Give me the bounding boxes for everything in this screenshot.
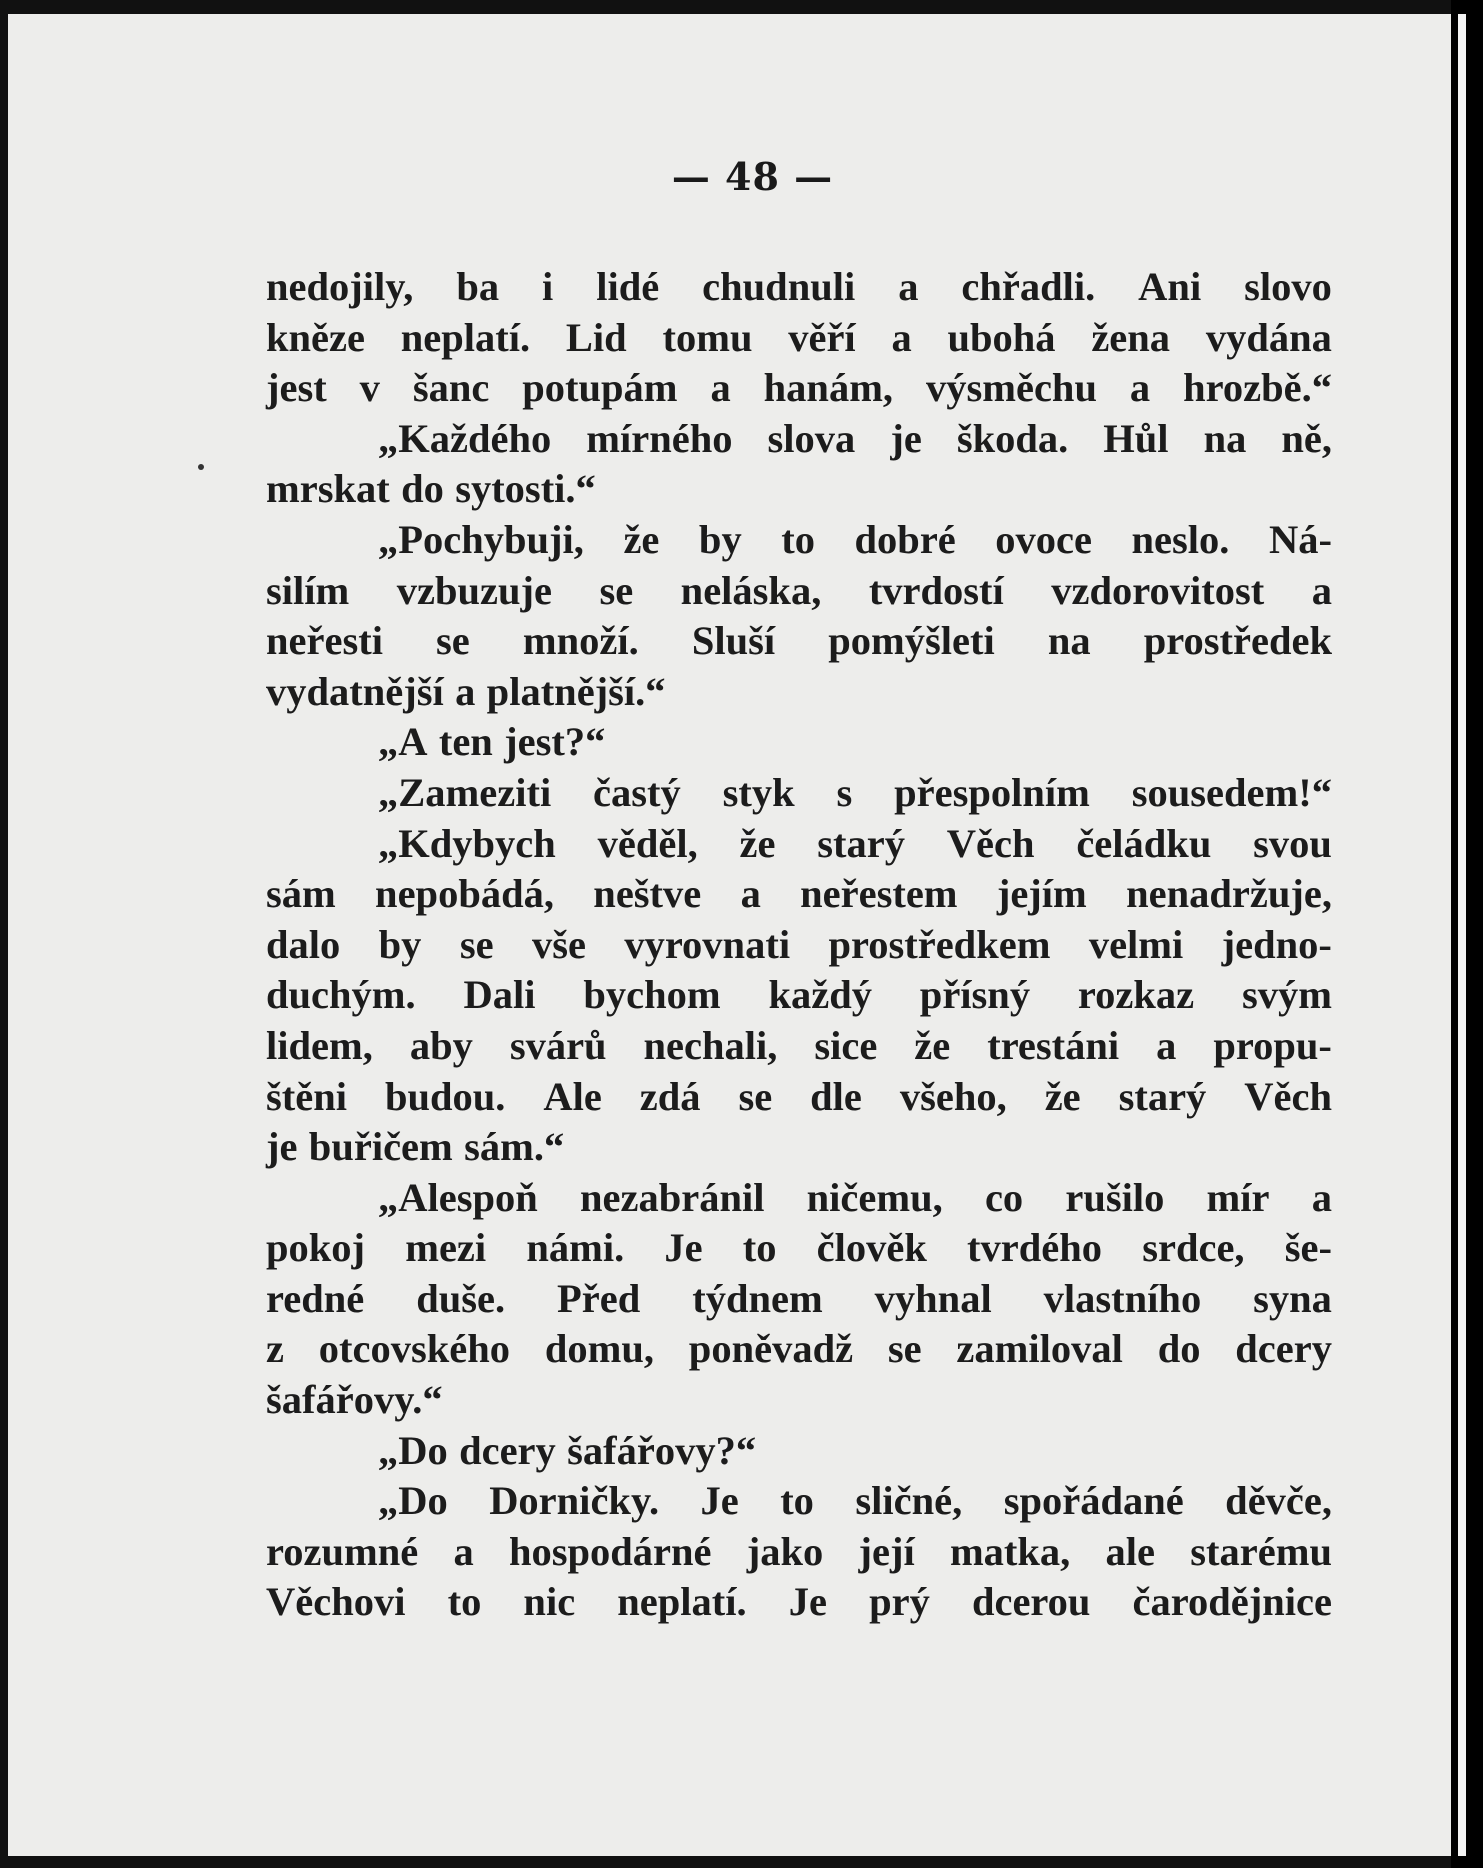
word: a (898, 264, 919, 309)
word: buřičem (308, 1124, 453, 1170)
text-line (266, 1223, 1332, 1274)
word: ně, (1281, 415, 1332, 461)
text-line (266, 616, 1332, 667)
text-line (266, 1476, 1332, 1527)
text-line (266, 363, 1332, 414)
word: Ná- (1268, 516, 1332, 562)
word: Dorničky. (489, 1478, 660, 1524)
word: i (542, 264, 554, 309)
word: Lid (565, 314, 627, 360)
word: prostředkem (828, 921, 1051, 967)
word: rozumné (266, 1528, 419, 1574)
word: že (1044, 1073, 1081, 1119)
word: sousedem!“ (1131, 769, 1332, 815)
word: častý (593, 769, 681, 815)
word: redné (266, 1275, 365, 1321)
word: jedno- (1221, 921, 1332, 967)
word: syna (1253, 1275, 1332, 1321)
text-line (266, 262, 1332, 313)
word: člověk (816, 1225, 927, 1271)
text-line (266, 414, 1332, 465)
word: škoda. (956, 415, 1069, 461)
word: „A (378, 719, 428, 765)
word: pokoj (266, 1225, 366, 1271)
word: bychom (583, 972, 721, 1018)
word: tomu (662, 314, 753, 360)
word: nezabránil (579, 1174, 765, 1220)
word: matka, (949, 1528, 1071, 1574)
word: ubohá (947, 314, 1056, 360)
word: neřestem (800, 871, 958, 917)
word: šafářovy.“ (266, 1377, 443, 1423)
word: věděl, (597, 820, 698, 866)
word: šanc (412, 365, 490, 411)
text-line (266, 464, 1332, 515)
text-line (266, 1173, 1332, 1224)
word: aby (409, 1022, 473, 1068)
word: čarodějnice (1132, 1579, 1332, 1625)
word: jejím (996, 871, 1087, 917)
text-line (266, 970, 1332, 1021)
text-line (266, 869, 1332, 920)
word: Je (700, 1478, 739, 1524)
word: to (780, 1478, 814, 1524)
text-line (266, 717, 1332, 768)
word: dcery (459, 1427, 556, 1473)
word: silím (266, 567, 350, 613)
text-line (266, 1274, 1332, 1325)
word: potupám (522, 365, 678, 411)
word: je (266, 1124, 298, 1170)
word: jest (266, 365, 327, 411)
word: to (781, 516, 815, 562)
word: vydatnější (266, 668, 444, 714)
word: styk (722, 769, 795, 815)
page-number: — 48 — (671, 154, 834, 199)
word: do (401, 466, 444, 512)
word: trestáni (987, 1022, 1120, 1068)
text-line (266, 1021, 1332, 1072)
word: neštve (593, 871, 702, 917)
word: mír (1206, 1174, 1270, 1220)
word: prý (869, 1579, 930, 1625)
word: se (738, 1073, 773, 1119)
word: a (1311, 1174, 1332, 1220)
word: ovoce (995, 516, 1092, 562)
word: propu- (1213, 1022, 1332, 1068)
word: a (1156, 1022, 1177, 1068)
word: srdce, (1142, 1225, 1245, 1271)
word: mrskat (266, 466, 390, 512)
word: kněze (266, 314, 365, 360)
word: še- (1284, 1225, 1332, 1271)
word: duše. (416, 1275, 506, 1321)
word: spořádané (1003, 1478, 1184, 1524)
text-line (266, 515, 1332, 566)
word: vzbuzuje (396, 567, 552, 613)
word: otcovského (318, 1326, 511, 1372)
word: sám (266, 871, 336, 917)
word: dalo (266, 921, 341, 967)
word: „Kdybych (378, 820, 556, 866)
word: slovo (1244, 264, 1332, 309)
word: slova (767, 415, 856, 461)
word: tvrdého (967, 1225, 1103, 1271)
word: sám.“ (464, 1124, 565, 1170)
word: se (599, 567, 634, 613)
text-line (266, 768, 1332, 819)
word: nic (523, 1579, 576, 1625)
word: do (1157, 1326, 1201, 1372)
text-line (266, 667, 1332, 718)
word: „Alespoň (378, 1174, 538, 1220)
word: že (739, 820, 776, 866)
word: Sluší (691, 618, 776, 664)
text-line (266, 1072, 1332, 1123)
word: budou. (384, 1073, 506, 1119)
word: vlastního (1043, 1275, 1202, 1321)
word: hospodárné (508, 1528, 712, 1574)
word: množí. (522, 618, 639, 664)
word: vzdorovitost (1051, 567, 1265, 613)
word: Je (664, 1225, 703, 1271)
word: ničemu, (806, 1174, 943, 1220)
word: a (453, 1528, 474, 1574)
word: přísný (919, 972, 1031, 1018)
print-speck (198, 464, 204, 470)
word: štěni (266, 1073, 347, 1119)
word: neláska, (680, 567, 822, 613)
word: velmi (1088, 921, 1184, 967)
word: pomýšleti (828, 618, 995, 664)
word: svárů (509, 1022, 607, 1068)
word: by (378, 921, 422, 967)
word: platnější.“ (486, 668, 666, 714)
word: její (858, 1528, 915, 1574)
word: přespolním (894, 769, 1090, 815)
word: co (984, 1174, 1024, 1220)
word: nedojily, (266, 264, 414, 309)
word: a (1129, 365, 1151, 411)
word: jest?“ (504, 719, 606, 765)
word: je (890, 415, 922, 461)
text-line (266, 1324, 1332, 1375)
word: mírného (586, 415, 733, 461)
word: že (623, 516, 660, 562)
word: na (1203, 415, 1247, 461)
word: sličné, (855, 1478, 963, 1524)
word: ten (438, 719, 493, 765)
word: dle (810, 1073, 862, 1119)
text-line (266, 920, 1332, 971)
word: tvrdostí (868, 567, 1004, 613)
word: Věch (946, 820, 1035, 866)
word: týdnem (692, 1275, 823, 1321)
word: Hůl (1103, 415, 1169, 461)
text-line (266, 1577, 1332, 1628)
word: se (887, 1326, 922, 1372)
word: se (459, 921, 494, 967)
word: jako (746, 1528, 824, 1574)
word: Je (788, 1579, 827, 1625)
word: námi. (526, 1225, 625, 1271)
word: hanám, (763, 365, 894, 411)
word: to (742, 1225, 777, 1271)
word: a (740, 871, 761, 917)
word: čeládku (1076, 820, 1212, 866)
word: svým (1241, 972, 1332, 1018)
word: zdá (639, 1073, 701, 1119)
word: Ale (543, 1073, 602, 1119)
word: „Každého (378, 415, 552, 461)
text-line (266, 566, 1332, 617)
text-line (266, 819, 1332, 870)
word: duchým. (266, 972, 416, 1018)
word: a (891, 314, 912, 360)
word: věří (788, 314, 856, 360)
word: Dali (463, 972, 536, 1018)
scan-edge-strip (1458, 14, 1466, 1856)
word: nepobádá, (375, 871, 554, 917)
word: neplatí. (400, 314, 531, 360)
word: každý (768, 972, 872, 1018)
word: prostředek (1143, 618, 1332, 664)
word: žena (1091, 314, 1171, 360)
word: sice (814, 1022, 878, 1068)
book-page (8, 14, 1451, 1856)
page-body-text (266, 262, 1332, 1628)
word: „Do (378, 1478, 448, 1524)
word: „Pochybuji, (378, 516, 584, 562)
word: neřesti (266, 618, 383, 664)
word: výsměchu (925, 365, 1097, 411)
word: vyrovnati (624, 921, 791, 967)
word: že (914, 1022, 951, 1068)
word: neplatí. (617, 1579, 747, 1625)
scan-edge-right (1451, 0, 1483, 1868)
word: Věch (1244, 1073, 1332, 1119)
word: poněvadž (688, 1326, 854, 1372)
word: a (1311, 567, 1332, 613)
word: svou (1253, 820, 1332, 866)
word: „Do (378, 1427, 448, 1473)
word: nechali, (643, 1022, 778, 1068)
word: ba (456, 264, 500, 309)
word: chudnuli (702, 264, 856, 309)
text-line (266, 1426, 1332, 1477)
word: v (359, 365, 380, 411)
word: starý (817, 820, 905, 866)
word: hrozbě.“ (1183, 365, 1332, 411)
word: rušilo (1065, 1174, 1165, 1220)
word: na (1047, 618, 1091, 664)
word: ale (1105, 1528, 1156, 1574)
text-line (266, 1122, 1332, 1173)
word: Ani (1138, 264, 1202, 309)
word: starý (1118, 1073, 1207, 1119)
word: Věchovi (266, 1579, 406, 1625)
word: neslo. (1131, 516, 1230, 562)
text-line (266, 1375, 1332, 1426)
word: dobré (854, 516, 956, 562)
word: a (455, 668, 476, 714)
word: s (836, 769, 853, 815)
word: sytosti.“ (455, 466, 596, 512)
word: Před (557, 1275, 641, 1321)
word: nenadržuje, (1126, 871, 1332, 917)
word: vydána (1205, 314, 1332, 360)
word: zamiloval (956, 1326, 1123, 1372)
word: lidé (596, 264, 660, 309)
word: lidem, (266, 1022, 373, 1068)
text-line (266, 313, 1332, 364)
word: a (710, 365, 731, 411)
word: by (698, 516, 742, 562)
word: mezi (405, 1225, 487, 1271)
word: dcery (1235, 1326, 1332, 1372)
word: šafářovy?“ (567, 1427, 757, 1473)
word: z (266, 1326, 284, 1372)
word: se (436, 618, 470, 664)
word: vše (531, 921, 586, 967)
word: domu, (544, 1326, 654, 1372)
word: chřadli. (961, 264, 1096, 309)
text-line (266, 1527, 1332, 1578)
word: všeho, (899, 1073, 1007, 1119)
word: dcerou (971, 1579, 1091, 1625)
word: děvče, (1225, 1478, 1332, 1524)
word: starému (1190, 1528, 1332, 1574)
word: vyhnal (874, 1275, 992, 1321)
word: „Zameziti (378, 769, 552, 815)
word: to (447, 1579, 482, 1625)
word: rozkaz (1077, 972, 1195, 1018)
